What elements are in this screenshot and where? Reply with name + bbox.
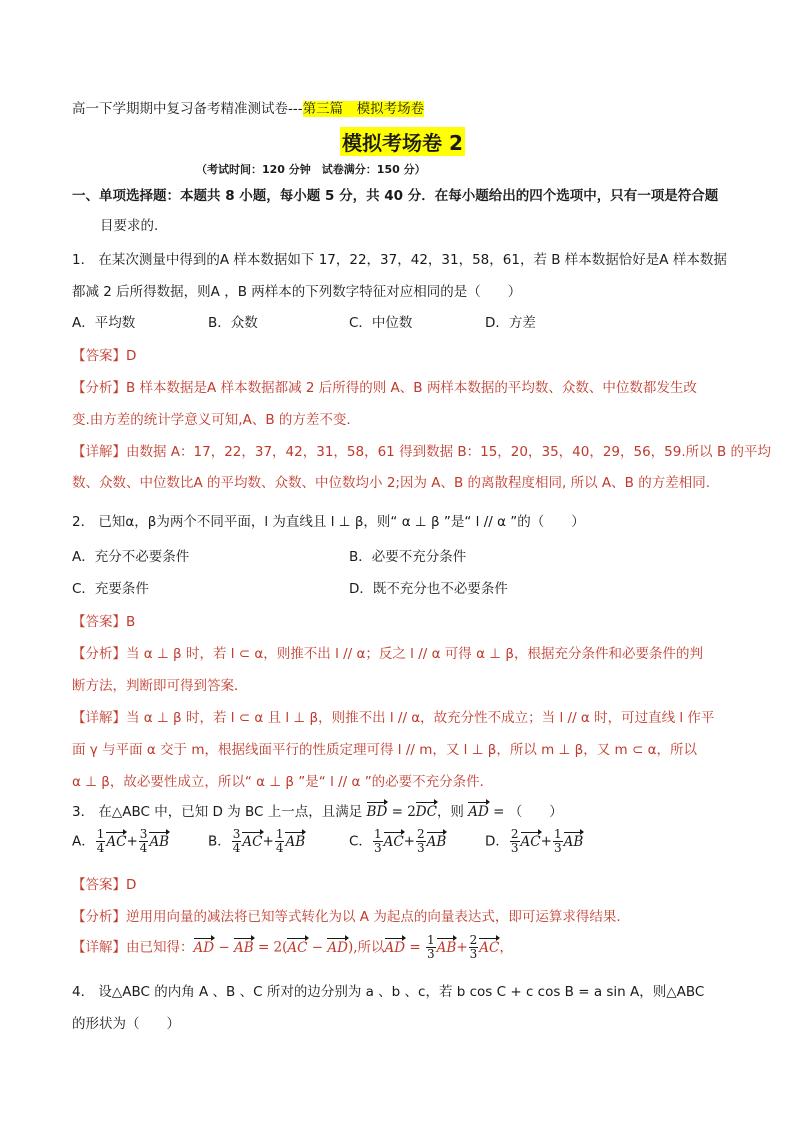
q2-detail-line1: 【详解】当 α ⊥ β 时，若 l ⊂ α 且 l ⊥ β，则推不出 l // α，故充分性不成立；当 l // α 时，可过直线 l 作平 (72, 710, 715, 726)
q3-analysis: 【分析】逆用用向量的减法将已知等式转化为以 A 为起点的向量表达式，即可运算求得结果. (72, 909, 621, 925)
q1-analysis-line1: 【分析】B 样本数据是A 样本数据都减 2 后所得的则 A、B 两样本数据的平均数、众数、中位数都发生改 (72, 380, 697, 396)
q1-stem-line2: 都减 2 后所得数据，则A ，B 两样本的下列数字特征对应相同的是（ ） (72, 284, 522, 300)
q2-analysis-line2: 断方法，判断即可得到答案． (72, 678, 248, 694)
q3-stem: 3． 在△ABC 中，已知 D 为 BC 上一点，且满足 BD = 2DC，则 AD = （ ） (72, 804, 563, 820)
q3-option-d: D． $\frac{2}{3}$ AC+ $\frac{1}{3}$ AB (485, 827, 584, 855)
q1-detail-line1: 【详解】由数据 A：17，22，37，42，31，58，61 得到数据 B：15，20，35，40，29，56，59.所以 B 的平均 (72, 444, 771, 460)
time-info: （考试时间：120 分钟 试卷满分：150 分） (196, 163, 426, 176)
q1-stem-line1: 1． 在某次测量中得到的A 样本数据如下 17，22，37，42，31，58，61，若 B 样本数据恰好是A 样本数据 (72, 252, 727, 268)
q2-detail-line2: 面 γ 与平面 α 交于 m，根据线面平行的性质定理可得 l // m，又 l ⊥ β，所以 m ⊥ β，又 m ⊂ α，所以 (72, 742, 698, 758)
q2-option-a: A．充分不必要条件 (72, 549, 190, 565)
section-heading-cont: 目要求的. (100, 218, 159, 234)
q3-option-b: B． $\frac{3}{4}$ AC+ $\frac{1}{4}$ AB (208, 827, 306, 855)
q1-option-b: B．众数 (208, 315, 258, 331)
q2-analysis-line1: 【分析】当 α ⊥ β 时，若 l ⊂ α，则推不出 l // α；反之 l // α 可得 α ⊥ β，根据充分条件和必要条件的判 (72, 646, 703, 662)
exam-series: 高一下学期期中复习备考精准测试卷--- (72, 101, 303, 117)
exam-series-line (72, 97, 424, 117)
page-title: 模拟考场卷 2 (340, 127, 465, 156)
section-highlight: 第三篇 模拟考场卷 (302, 101, 425, 117)
q4-stem-line2: 的形状为（ ） (72, 1016, 180, 1032)
q1-detail-line2: 数、众数、中位数比A 的平均数、众数、中位数均小 2;因为 A、B 的离散程度相同, 所以 A、B 的方差相同. (72, 475, 710, 491)
q2-stem: 2． 已知α，β为两个不同平面，l 为直线且 l ⊥ β，则“ α ⊥ β ”是“ l // α ”的（ ） (72, 514, 585, 530)
q1-option-a: A．平均数 (72, 315, 136, 331)
q4-stem-line1: 4． 设△ABC 的内角 A 、B 、C 所对的边分别为 a 、b 、c，若 b cos C + c cos B = a sin A，则△ABC (72, 984, 705, 1000)
q3-answer: 【答案】D (72, 877, 137, 893)
q1-answer: 【答案】D (72, 348, 137, 364)
q2-option-c: C．充要条件 (72, 581, 149, 597)
q1-option-d: D．方差 (485, 315, 536, 331)
q3-option-a: A． $\frac{1}{4}$ AC+ $\frac{3}{4}$ AB (72, 827, 170, 855)
q1-option-c: C．中位数 (349, 315, 413, 331)
q3-detail: 【详解】由已知得：AD − AB = 2(AC − AD),所以AD = $\frac{1}{3}$ AB+ $\frac{2}{3}$ AC， (72, 933, 513, 961)
section-heading: 一、单项选择题：本题共 8 小题，每小题 5 分，共 40 分．在每小题给出的四个选项中，只有一项是符合题 (72, 188, 719, 204)
q2-detail-line3: α ⊥ β，故必要性成立，所以“ α ⊥ β ”是“ l // α ”的必要不充分条件． (72, 774, 494, 790)
q1-analysis-line2: 变.由方差的统计学意义可知,A、B 的方差不变. (72, 412, 351, 428)
q2-option-d: D．既不充分也不必要条件 (349, 581, 508, 597)
q2-answer: 【答案】B (72, 614, 136, 630)
q3-option-c: C． $\frac{1}{3}$ AC+ $\frac{2}{3}$ AB (349, 827, 447, 855)
q2-option-b: B．必要不充分条件 (349, 549, 467, 565)
